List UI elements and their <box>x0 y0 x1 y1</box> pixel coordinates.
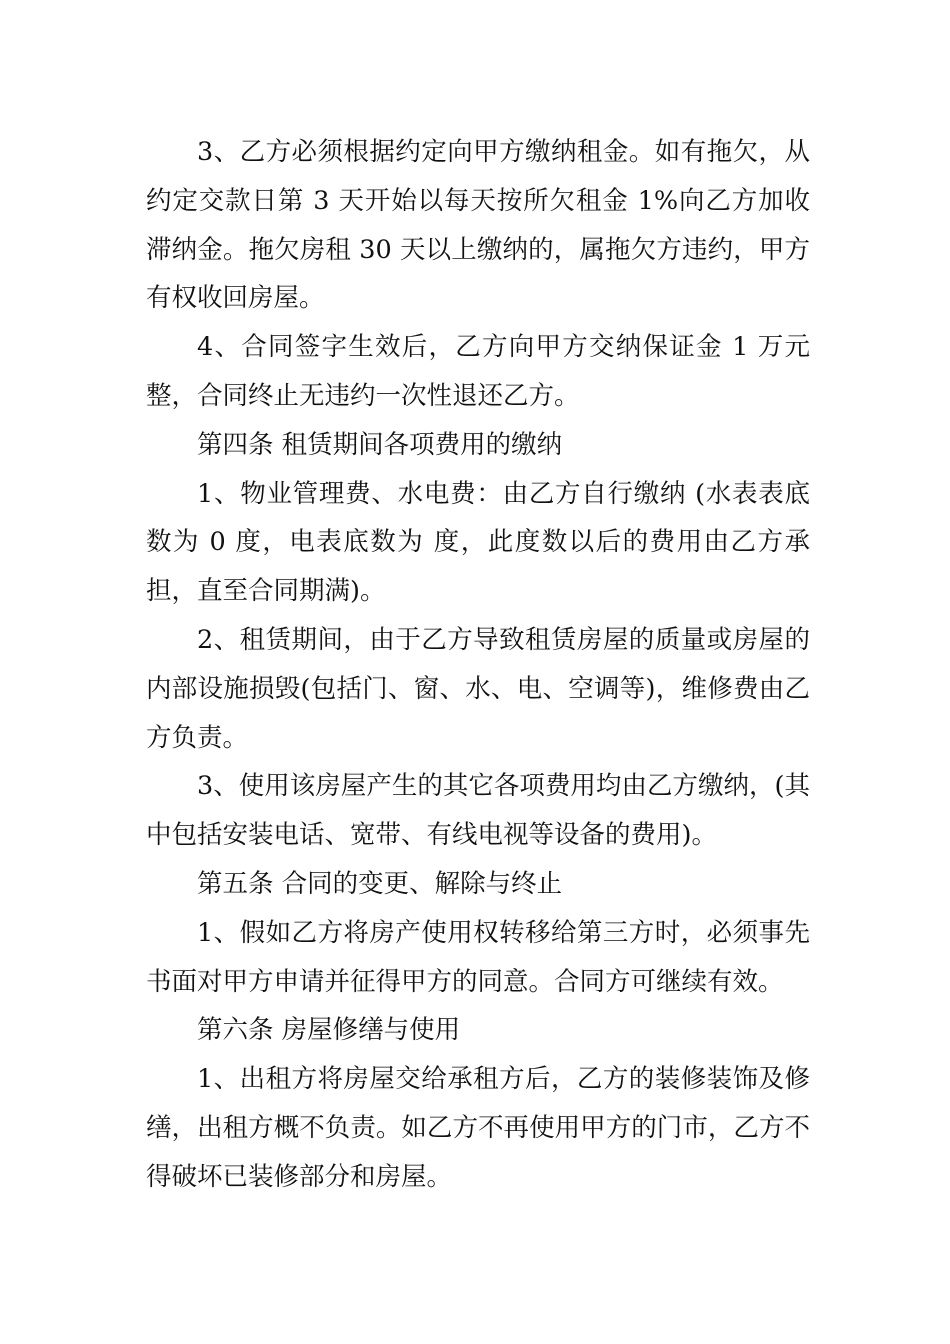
article-5-item-1: 1、假如乙方将房产使用权转移给第三方时，必须事先书面对甲方申请并征得甲方的同意。合同方可继续有效。 <box>146 917 810 997</box>
document-body <box>146 128 810 1202</box>
article-6-heading: 第六条 房屋修缮与使用 <box>197 1015 461 1046</box>
article-6-item-1: 1、出租方将房屋交给承租方后，乙方的装修装饰及修缮，出租方概不负责。如乙方不再使用甲方的门市，乙方不得破坏已装修部分和房屋。 <box>146 1064 810 1192</box>
clause-4-deposit: 4、合同签字生效后，乙方向甲方交纳保证金 1 万元整，合同终止无违约一次性退还乙方。 <box>146 332 810 411</box>
article-5-heading: 第五条 合同的变更、解除与终止 <box>197 868 563 899</box>
clause-3-rent-payment: 3、乙方必须根据约定向甲方缴纳租金。如有拖欠，从约定交款日第 3 天开始以每天按所欠租金 1%向乙方加收滞纳金。拖欠房租 30 天以上缴纳的，属拖欠方违约，甲方有权收回房屋。 <box>146 137 810 314</box>
article-4-heading: 第四条 租赁期间各项费用的缴纳 <box>197 429 563 460</box>
article-4-item-1: 1、物业管理费、水电费：由乙方自行缴纳 (水表表底数为 0 度，电表底数为 度，此度数以后的费用由乙方承担，直至合同期满)。 <box>146 478 810 607</box>
article-4-item-2: 2、租赁期间，由于乙方导致租赁房屋的质量或房屋的内部设施损毁(包括门、窗、水、电、空调等)，维修费由乙方负责。 <box>146 624 810 753</box>
article-4-item-3: 3、使用该房屋产生的其它各项费用均由乙方缴纳，(其中包括安装电话、宽带、有线电视等设备的费用)。 <box>146 771 810 851</box>
